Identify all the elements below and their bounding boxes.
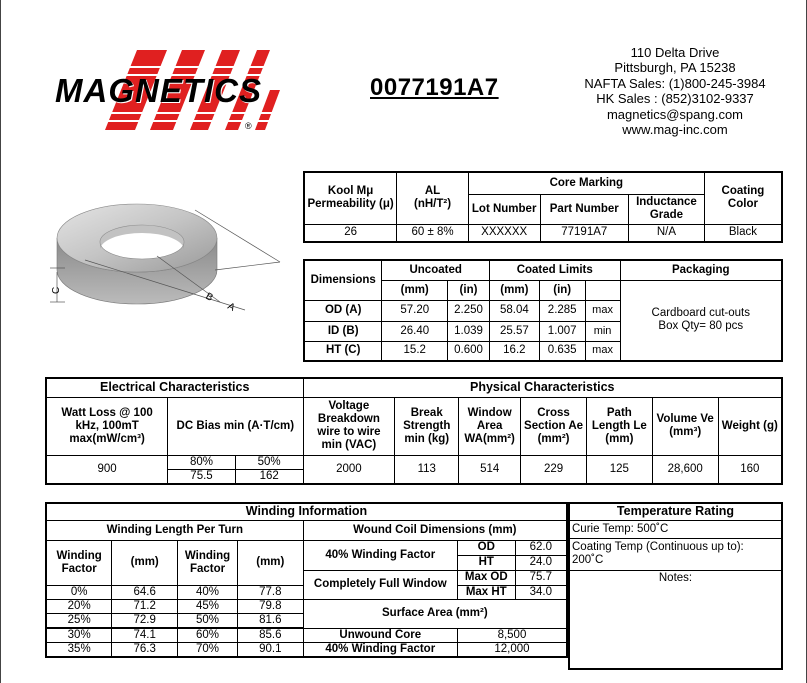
part-value: 77191A7	[540, 224, 628, 242]
header-dc-bias: DC Bias min (A·T/cm)	[168, 397, 303, 455]
header-coated-mm: (mm)	[489, 280, 539, 300]
header-weight: Weight (g)	[718, 397, 782, 455]
dc-bias-val-1: 75.5	[168, 469, 236, 484]
header-uncoated-in: (in)	[448, 280, 490, 300]
table-row: OD (A) 57.20 2.250 58.04 2.285 max	[304, 300, 782, 321]
path-length-value: 125	[586, 455, 652, 484]
dim-label-c: C	[51, 286, 62, 294]
header-temperature: Temperature Rating	[569, 503, 782, 520]
winding-information-table	[45, 502, 568, 658]
header-path-length: Path Length Le (mm)	[586, 397, 652, 455]
coating-temp: Coating Temp (Continuous up to): 200˚C	[569, 538, 782, 570]
header-window-area: Window Area WA(mm²)	[459, 397, 521, 455]
dim-label-a: A	[225, 300, 237, 314]
table-row: 20% 71.2 45% 79.8 Surface Area (mm²)	[46, 599, 567, 613]
unwound-value: 8,500	[457, 628, 567, 642]
nafta-sales-phone: NAFTA Sales: (1)800-245-3984	[584, 75, 766, 91]
header-mm-2: (mm)	[237, 540, 303, 585]
dc-bias-val-2: 162	[235, 469, 303, 484]
dimensions-table	[303, 259, 783, 362]
header-coated-limits: Coated Limits	[489, 260, 620, 280]
hk-sales-phone: HK Sales : (852)3102-9337	[596, 91, 754, 107]
header-core-marking: Core Marking	[468, 172, 704, 194]
header-part-number: Part Number	[540, 194, 628, 224]
max-od-label: Max OD	[457, 570, 515, 585]
header-volume: Volume Ve (mm³)	[652, 397, 718, 455]
coating-value: Black	[704, 224, 782, 242]
header-packaging: Packaging	[620, 260, 782, 280]
header-surface-area: Surface Area (mm²)	[303, 599, 567, 628]
registered-mark: ®	[245, 121, 252, 131]
break-strength-value: 113	[395, 455, 459, 484]
cross-section-value: 229	[521, 455, 587, 484]
watt-loss-value: 900	[46, 455, 168, 484]
header-inductance-grade: Inductance Grade	[629, 194, 705, 224]
header-mm-1: (mm)	[112, 540, 178, 585]
ht-label: HT	[457, 555, 515, 570]
header-electrical: Electrical Characteristics	[46, 378, 303, 397]
packaging-info: Cardboard cut-outs Box Qty= 80 pcs	[620, 280, 782, 361]
max-ht-label: Max HT	[457, 585, 515, 599]
al-value: 60 ± 8%	[397, 224, 469, 242]
od-value: 62.0	[515, 540, 567, 555]
header-wound-coil: Wound Coil Dimensions (mm)	[303, 520, 567, 540]
wf40-label: 40% Winding Factor	[303, 540, 457, 570]
curie-temp: Curie Temp: 500˚C	[569, 520, 782, 538]
dim-label-b: B	[203, 290, 215, 304]
ht-value: 24.0	[515, 555, 567, 570]
header-cross-section: Cross Section Ae (mm²)	[521, 397, 587, 455]
part-number: 0077191A7	[370, 74, 499, 101]
permeability-value: 26	[304, 224, 397, 242]
header-uncoated: Uncoated	[382, 260, 490, 280]
magnetics-logo	[55, 45, 280, 135]
header-break-strength: Break Strength min (kg)	[395, 397, 459, 455]
dc-bias-pct-2: 50%	[235, 455, 303, 469]
header-dimensions: Dimensions	[304, 260, 382, 300]
window-area-value: 514	[459, 455, 521, 484]
header-coating-color: Coating Color	[704, 172, 782, 224]
toroid-core-drawing	[45, 190, 305, 320]
company-address	[560, 45, 790, 137]
full-window-label: Completely Full Window	[303, 570, 457, 599]
notes-area	[569, 586, 782, 669]
header-physical: Physical Characteristics	[303, 378, 782, 397]
max-ht-value: 34.0	[515, 585, 567, 599]
header-permeability: Kool Mμ Permeability (μ)	[304, 172, 397, 224]
voltage-value: 2000	[303, 455, 395, 484]
header-al: AL (nH/T²)	[397, 172, 469, 224]
wf40b-label: 40% Winding Factor	[303, 642, 457, 657]
unwound-label: Unwound Core	[303, 628, 457, 642]
header-winding-length: Winding Length Per Turn	[46, 520, 303, 540]
core-marking-table	[303, 171, 783, 243]
table-row: ID (B) 26.40 1.039 25.57 1.007 min	[304, 321, 782, 341]
table-row: 30% 74.1 60% 85.6 Unwound Core 8,500	[46, 628, 567, 642]
wf40b-value: 12,000	[457, 642, 567, 657]
header-coated-in: (in)	[539, 280, 585, 300]
company-website[interactable]: www.mag-inc.com	[622, 122, 728, 138]
characteristics-table	[45, 377, 783, 485]
logo-wordmark: MAGNETICS	[55, 72, 262, 109]
address-street: 110 Delta Drive	[630, 45, 720, 60]
inductance-value: N/A	[629, 224, 705, 242]
table-row: 25% 72.9 50% 81.6	[46, 613, 567, 627]
header-lot-number: Lot Number	[468, 194, 540, 224]
volume-value: 28,600	[652, 455, 718, 484]
temperature-rating-table	[568, 502, 783, 670]
lot-value: XXXXXX	[468, 224, 540, 242]
contact-email[interactable]: magnetics@spang.com	[606, 106, 744, 122]
notes-label: Notes:	[569, 570, 782, 586]
header-winding-factor-1: Winding Factor	[46, 540, 112, 585]
table-row: 0% 64.6 40% 77.8 Max HT 34.0	[46, 585, 567, 599]
header-winding-factor-2: Winding Factor	[178, 540, 238, 585]
weight-value: 160	[718, 455, 782, 484]
header-watt-loss: Watt Loss @ 100 kHz, 100mT max(mW/cm³)	[46, 397, 168, 455]
header-voltage-breakdown: Voltage Breakdown wire to wire min (VAC)	[303, 397, 395, 455]
dc-bias-pct-1: 80%	[168, 455, 236, 469]
address-city: Pittsburgh, PA 15238	[614, 60, 736, 76]
header-winding-info: Winding Information	[46, 503, 567, 520]
header-uncoated-mm: (mm)	[382, 280, 448, 300]
table-row: HT (C) 15.2 0.600 16.2 0.635 max	[304, 341, 782, 361]
max-od-value: 75.7	[515, 570, 567, 585]
table-row: 35% 76.3 70% 90.1 40% Winding Factor 12,000	[46, 642, 567, 657]
od-label: OD	[457, 540, 515, 555]
